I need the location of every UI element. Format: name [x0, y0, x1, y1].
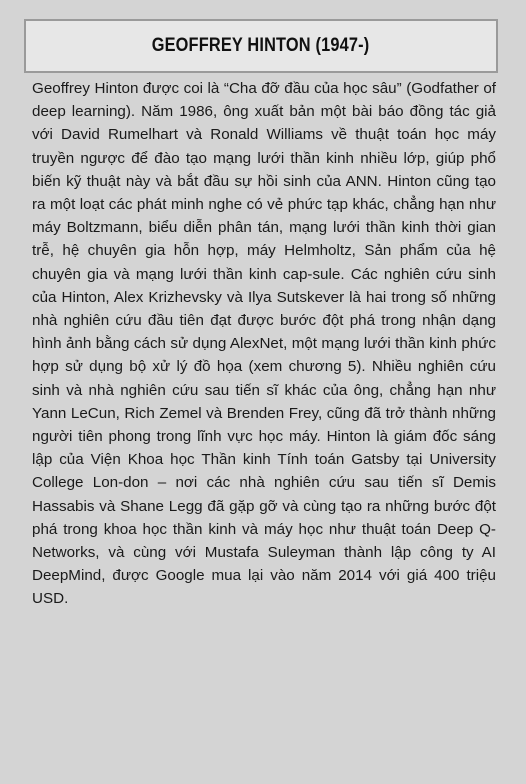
box-title: GEOFFREY HINTON (1947-)	[152, 35, 370, 56]
title-box	[24, 19, 498, 73]
biography-paragraph: Geoffrey Hinton được coi là “Cha đỡ đầu của học sâu” (Godfather of deep learning). Năm 1986, ông xuất bản một bài báo đồng tác giả với David Rumelhart và Ronald Williams về thuật toán học máy truyền ngược để đào tạo mạng lưới thần kinh nhiều lớp, giúp phổ biến kỹ thuật này và bắt đầu sự hồi sinh của ANN. Hinton cũng tạo ra một loạt các phát minh nghe có vẻ phức tạp khác, chẳng hạn như máy Boltzmann, biểu diễn phân tán, mạng lưới thần kinh thời gian trễ, hệ chuyên gia hỗn hợp, máy Helmholtz, Sản phẩm của hệ chuyên gia và mạng lưới thần kinh cap-sule. Các nghiên cứu sinh của Hinton, Alex Krizhevsky và Ilya Sutskever là hai trong số những nhà nghiên cứu đầu tiên đạt được bước đột phá trong nhận dạng hình ảnh bằng cách sử dụng AlexNet, một mạng lưới thần kinh phức hợp sử dụng bộ xử lý đồ họa (xem chương 5). Nhiều nghiên cứu sinh và nhà nghiên cứu sau tiến sĩ khác của ông, chẳng hạn như Yann LeCun, Rich Zemel và Brenden Frey, cũng đã trở thành những người tiên phong trong lĩnh vực học máy. Hinton là giám đốc sáng lập của Viện Khoa học Thần kinh Tính toán Gatsby tại University College Lon-don – nơi các nhà nghiên cứu sau tiến sĩ Demis Hassabis và Shane Legg đã gặp gỡ và cùng tạo ra những bước đột phá trong khoa học thần kinh và máy học như thuật toán Deep Q-Networks, và cùng với Mustafa Suleyman thành lập công ty AI DeepMind, được Google mua lại vào năm 2014 với giá 400 triệu USD.	[32, 80, 496, 608]
